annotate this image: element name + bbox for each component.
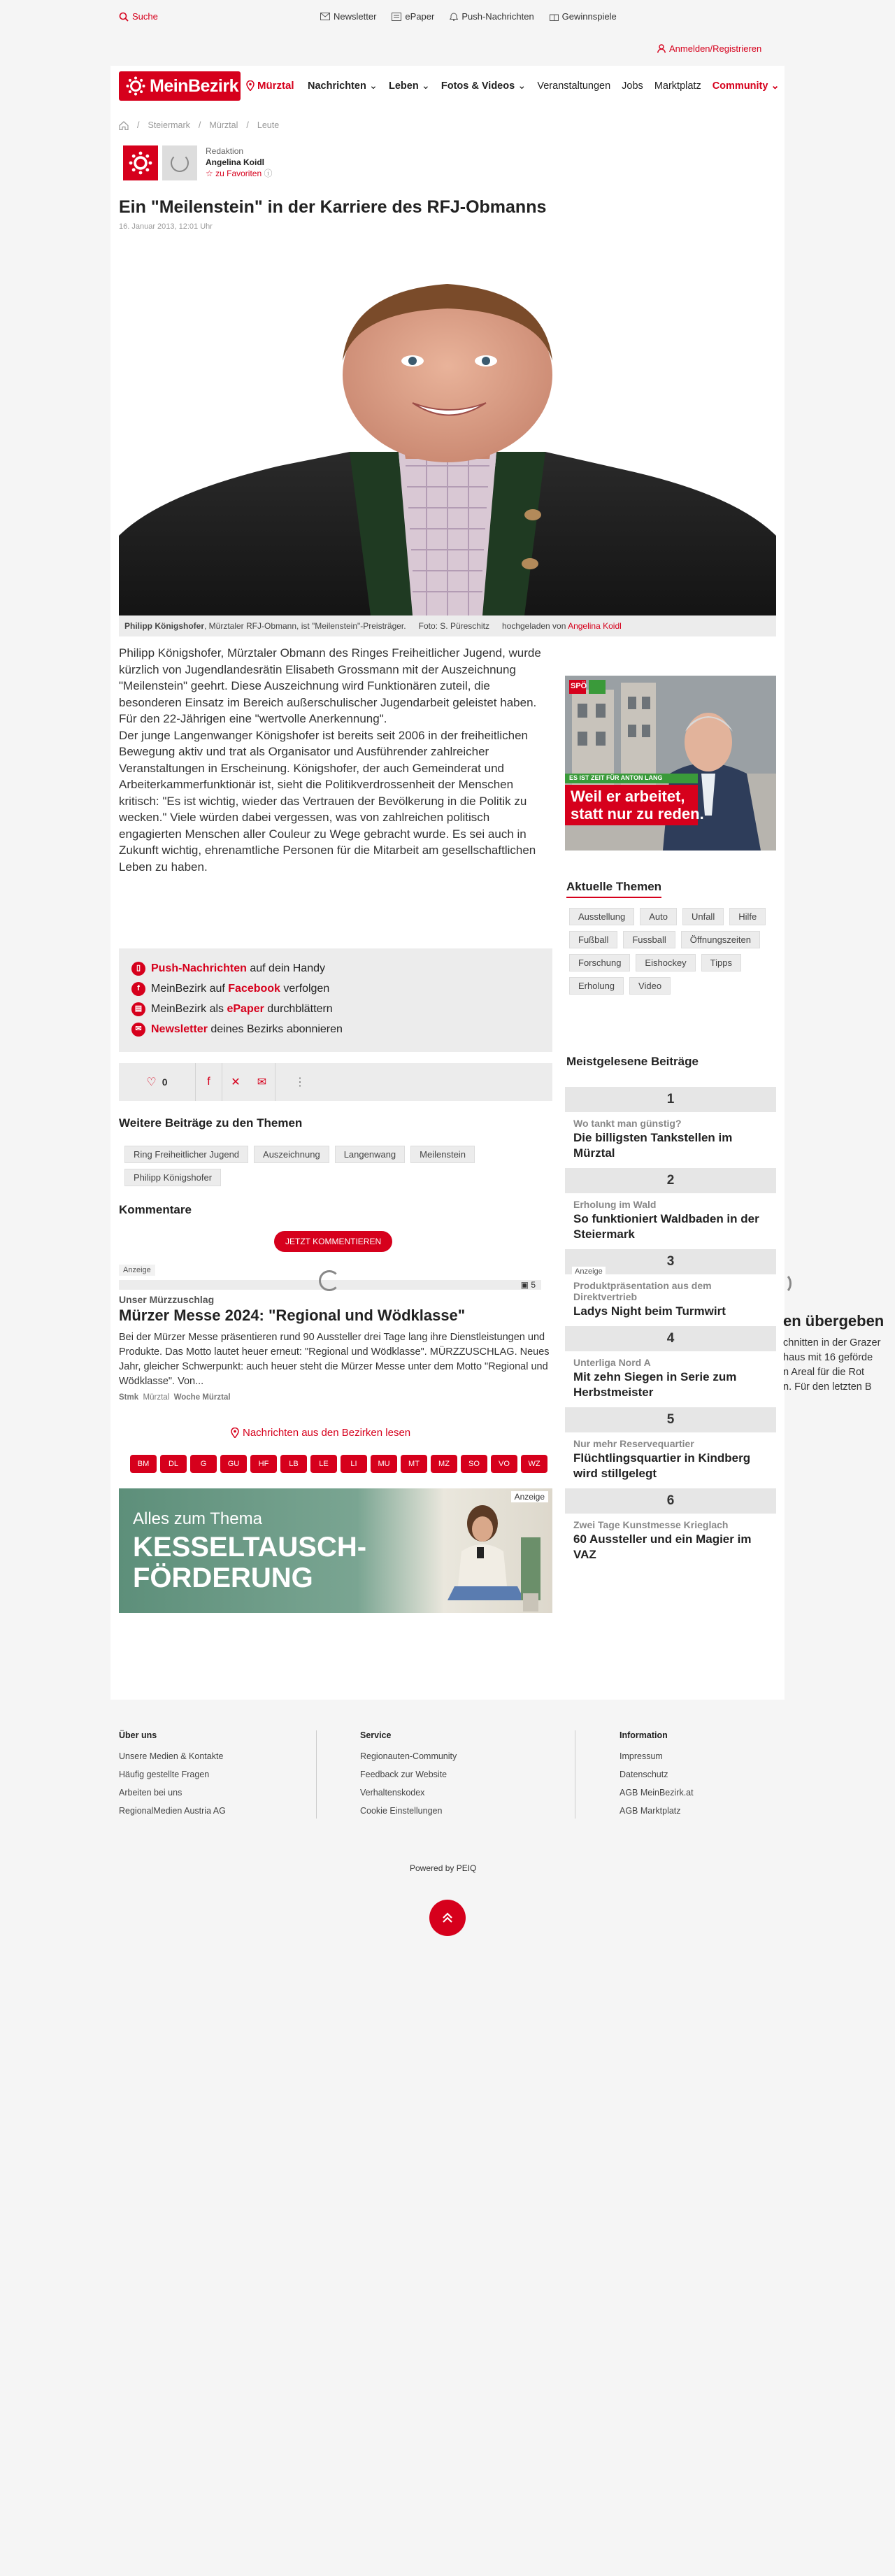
district-button[interactable]: G <box>190 1455 217 1473</box>
mail-icon: ✉ <box>131 1023 145 1037</box>
district-button[interactable]: WZ <box>521 1455 547 1473</box>
district-buttons <box>130 1455 547 1473</box>
teaser-title[interactable]: Mürzer Messe 2024: "Regional und Wödklasse" <box>119 1307 466 1324</box>
write-comment-button[interactable]: JETZT KOMMENTIEREN <box>274 1231 392 1252</box>
district-news-link[interactable]: Nachrichten aus den Bezirken lesen <box>231 1427 410 1439</box>
push-link[interactable] <box>450 11 534 22</box>
district-button[interactable]: BM <box>130 1455 157 1473</box>
footer-heading: Über uns <box>119 1730 157 1740</box>
region-selector[interactable] <box>246 80 294 92</box>
camera-icon: ▣ <box>520 1280 529 1290</box>
epaper-link[interactable] <box>392 11 434 22</box>
chevron-down-icon: ⌄ <box>368 80 378 92</box>
carousel-overflow-text: chnitten in der Grazer haus mit 16 geförde n Areal für die Rot n. Für den letzten B <box>783 1337 881 1393</box>
bell-icon <box>450 12 458 21</box>
nav-item-fotos-videos[interactable]: Fotos & Videos ⌄ <box>441 80 527 92</box>
footer-heading: Service <box>360 1730 392 1740</box>
more-vertical-icon: ⋮ <box>294 1076 306 1088</box>
footer-link[interactable]: Arbeiten bei uns <box>119 1788 182 1798</box>
topic-tag[interactable]: Auto <box>640 908 677 925</box>
push-cta[interactable]: ▯ Push-Nachrichten auf dein Handy <box>131 958 540 979</box>
teaser-region[interactable]: Unser Mürzzuschlag <box>119 1294 215 1305</box>
carousel-overflow-title: en übergeben <box>783 1312 885 1330</box>
gewinnspiele-label: Gewinnspiele <box>561 11 617 22</box>
footer-link[interactable]: AGB MeinBezirk.at <box>620 1788 694 1798</box>
author-role: Redaktion <box>206 146 244 156</box>
footer-link[interactable]: Cookie Einstellungen <box>360 1806 443 1816</box>
mostread-item[interactable]: 6 Zwei Tage Kunstmesse Krieglach 60 Aussteller und ein Magier im VAZ <box>565 1488 776 1563</box>
teaser-text: Bei der Mürzer Messe präsentieren rund 90 Aussteller drei Tage lang ihre Dienstleistungen und Produkte. Das Motto lautet heuer erneut: "Regional und Wödklasse". MÜRZZUSCHLAG. Neues Jahr, gleicher Schwerpunkt: auch heuer steht die Mürzer Messe unter dem Motto "Regional und Wödklasse". Von... <box>119 1332 550 1387</box>
aktuelle-themen-tags <box>569 908 776 995</box>
breadcrumb: / Steiermark / Mürztal / Leute <box>119 120 279 130</box>
ad-label: Anzeige <box>511 1491 548 1502</box>
breadcrumb-item-leute[interactable]: Leute <box>257 120 280 130</box>
breadcrumb-item-steiermark[interactable]: Steiermark <box>148 120 190 130</box>
footer-link[interactable]: Unsere Medien & Kontakte <box>119 1751 224 1761</box>
aktuelle-themen-heading: Aktuelle Themen <box>566 880 661 898</box>
redaktion-avatar[interactable] <box>123 145 158 180</box>
mostread-item[interactable]: 2 Erholung im Wald So funktioniert Waldbaden in der Steiermark <box>565 1168 776 1242</box>
newspaper-icon: ▤ <box>131 1002 145 1016</box>
facebook-icon: f <box>207 1076 210 1088</box>
district-button[interactable]: MT <box>401 1455 427 1473</box>
district-button[interactable]: SO <box>461 1455 487 1473</box>
footer-link[interactable]: Häufig gestellte Fragen <box>119 1770 210 1779</box>
topic-tag[interactable]: Ring Freiheitlicher Jugend <box>124 1146 248 1163</box>
add-favorite-link[interactable]: ☆ zu Favoriten ⓘ <box>206 169 273 178</box>
scroll-to-top-button[interactable] <box>429 1900 466 1936</box>
like-button[interactable] <box>119 1063 196 1101</box>
region-label: Mürztal <box>257 80 294 92</box>
district-button[interactable]: VO <box>491 1455 517 1473</box>
topic-tag[interactable]: Video <box>629 977 671 995</box>
footer-col-service <box>360 1730 457 1820</box>
photo-count: ▣ 5 <box>520 1280 536 1290</box>
facebook-icon: f <box>131 982 145 996</box>
district-button[interactable]: MZ <box>431 1455 457 1473</box>
chevron-down-icon: ⌄ <box>771 80 780 92</box>
nav-item-leben[interactable]: Leben ⌄ <box>389 80 430 92</box>
gewinnspiele-link[interactable] <box>550 11 617 22</box>
footer-col-about <box>119 1730 226 1820</box>
topic-tag[interactable]: Ausstellung <box>569 908 634 925</box>
topic-tag[interactable]: Hilfe <box>729 908 766 925</box>
heart-icon: ♡ <box>146 1076 157 1088</box>
x-share-button[interactable] <box>222 1063 249 1101</box>
mostread-item[interactable]: 4 Unterliga Nord A Mit zehn Siegen in Serie zum Herbstmeister <box>565 1326 776 1400</box>
share-bar <box>119 1063 552 1101</box>
sun-logo-icon <box>126 76 145 96</box>
topic-tag[interactable]: Tipps <box>701 954 741 972</box>
footer-heading: Information <box>620 1730 668 1740</box>
district-button[interactable]: LB <box>280 1455 307 1473</box>
breadcrumb-item-muerztal[interactable]: Mürztal <box>209 120 238 130</box>
topic-tag[interactable]: Fußball <box>569 931 617 948</box>
portrait-photo <box>119 242 776 615</box>
topic-tag[interactable]: Unfall <box>682 908 724 925</box>
newsletter-cta[interactable]: ✉ Newsletter deines Bezirks abonnieren <box>131 1019 540 1039</box>
gift-icon <box>550 12 559 21</box>
nav-menu <box>308 80 780 92</box>
newsletter-label: Newsletter <box>334 11 377 22</box>
nav-item-jobs[interactable]: Jobs <box>622 80 643 92</box>
topic-tag[interactable]: Eishockey <box>636 954 695 972</box>
sponsored-teaser <box>119 1263 552 1402</box>
ad-headline: KESSELTAUSCH- FÖRDERUNG <box>133 1532 367 1593</box>
facebook-share-button[interactable] <box>196 1063 222 1101</box>
footer <box>119 1730 776 1828</box>
info-icon[interactable]: ⓘ <box>264 169 273 178</box>
utility-bar <box>110 7 785 28</box>
footer-link[interactable]: RegionalMedien Austria AG <box>119 1806 226 1816</box>
article-body: Philipp Königshofer, Mürztaler Obmann des Ringes Freiheitlicher Jugend, wurde kürzlich von Jugendlandesrätin Elisabeth Grossmann mit der Auszeichnung "Meilenstein" geehrt. Diese Auszeichnung wird Funktionären zuteil, die besonderen Einsatz im Bereich außerschulischer Jugendarbeit geleistet haben. Für den 22-Jährigen eine "wertvolle Anerkennung". Der junge Langenwanger Königshofer ist bereits seit 2006 in der freiheitlichen Bewegung aktiv und trat als Organisator und Ausführender zahlreicher Veranstaltungen in Erscheinung. Königshofer, der auch Gemeinderat und Arbeiterkammerfunktionär ist, sieht die Politikverdrossenheit der Menschen kritisch: "Es ist wichtig, wieder das Vertrauen der Bevölkerung in die Politik zu wecken." Viele würden dabei vergessen, was von zahlreichen politisch engagierten Menschen aller Couleur zu Wege gebracht wurde. Es sei auch in Zukunft wichtig, ehrenamtliche Personen für die Mitarbeit am gesellschaftlichen Leben zu haben. <box>119 646 541 874</box>
loading-spinner-icon <box>775 1273 792 1294</box>
epaper-label: ePaper <box>405 11 435 22</box>
more-options-button[interactable] <box>275 1063 324 1101</box>
article-title: Ein "Meilenstein" in der Karriere des RFJ-Obmanns <box>119 197 547 217</box>
chevron-down-icon: ⌄ <box>517 80 527 92</box>
topic-tag[interactable]: Erholung <box>569 977 624 995</box>
image-caption <box>119 615 776 636</box>
nav-item-veranstaltungen[interactable]: Veranstaltungen <box>537 80 611 92</box>
home-icon[interactable] <box>119 121 129 130</box>
chevron-down-icon: ⌄ <box>421 80 430 92</box>
ad-stripe-text: ES IST ZEIT FÜR ANTON LANG <box>569 774 663 781</box>
main-navigation <box>119 71 780 104</box>
district-button[interactable]: LI <box>341 1455 367 1473</box>
mostread-item[interactable]: 5 Nur mehr Reservequartier Flüchtlingsquartier in Kindberg wird stillgelegt <box>565 1407 776 1481</box>
carousel-bar[interactable] <box>119 1280 541 1290</box>
location-pin-icon <box>231 1428 239 1438</box>
kesseltausch-ad-banner[interactable] <box>119 1488 552 1613</box>
topic-tag[interactable]: Öffnungszeiten <box>681 931 760 948</box>
loading-spinner-icon <box>319 1270 340 1291</box>
caption-uploaded: hochgeladen von <box>501 621 566 631</box>
topic-tag[interactable]: Meilenstein <box>410 1146 475 1163</box>
spoe-ad-image <box>565 676 776 851</box>
x-icon: ✕ <box>231 1076 241 1088</box>
mostread-item[interactable]: 3 Produktpräsentation aus dem Direktvertrieb Ladys Night beim Turmwirt <box>565 1249 776 1319</box>
subscribe-box <box>119 948 552 1052</box>
star-icon: ☆ <box>206 169 213 178</box>
ad-label: Anzeige <box>572 1267 606 1276</box>
footer-link[interactable]: Impressum <box>620 1751 663 1761</box>
mostread-list <box>565 1087 776 1570</box>
footer-col-information <box>620 1730 694 1820</box>
caption-text: , Mürztaler RFJ-Obmann, ist "Meilenstein"-Preisträger. <box>204 621 406 631</box>
nav-item-marktplatz[interactable]: Marktplatz <box>654 80 701 92</box>
footer-link[interactable]: AGB Marktplatz <box>620 1806 681 1816</box>
footer-link[interactable]: Datenschutz <box>620 1770 668 1779</box>
caption-photo-credit: Foto: S. Püreschitz <box>418 621 489 631</box>
mail-icon <box>320 13 330 20</box>
phone-icon: ▯ <box>131 962 145 976</box>
author-avatar[interactable] <box>162 145 197 180</box>
spoe-sidebar-ad[interactable] <box>565 676 776 851</box>
spoe-logo-text: SPÖ <box>571 682 587 690</box>
newsletter-link[interactable] <box>320 11 376 22</box>
caption-name: Philipp Königshofer <box>124 621 204 631</box>
user-icon <box>657 44 666 53</box>
footer-divider <box>316 1730 317 1819</box>
nav-item-community[interactable]: Community ⌄ <box>712 80 780 92</box>
nav-item-nachrichten[interactable]: Nachrichten ⌄ <box>308 80 378 92</box>
login-label: Anmelden/Registrieren <box>669 43 762 54</box>
search-link[interactable] <box>119 11 158 22</box>
ad-subtitle: Alles zum Thema <box>133 1509 262 1528</box>
footer-link[interactable]: Feedback zur Website <box>360 1770 448 1779</box>
footer-link[interactable]: Verhaltenskodex <box>360 1788 425 1798</box>
ad-claim: Weil er arbeitet, statt nur zu reden. <box>571 788 704 823</box>
meinbezirk-logo[interactable] <box>119 71 241 101</box>
loading-spinner-icon <box>171 154 189 172</box>
double-chevron-up-icon <box>441 1911 454 1925</box>
mostread-item[interactable]: 1 Wo tankt man günstig? Die billigsten Tankstellen im Mürztal <box>565 1087 776 1161</box>
teaser-tags: Stmk Mürztal Woche Mürztal <box>119 1393 231 1402</box>
sun-logo-icon <box>129 151 152 175</box>
district-button[interactable]: HF <box>250 1455 277 1473</box>
topic-tags <box>124 1146 551 1186</box>
caption-uploader-link[interactable]: Angelina Koidl <box>568 621 622 631</box>
search-label: Suche <box>132 11 158 22</box>
topic-tag[interactable]: Langenwang <box>335 1146 405 1163</box>
more-topics-heading: Weitere Beiträge zu den Themen <box>119 1116 303 1130</box>
district-button[interactable]: GU <box>220 1455 247 1473</box>
topic-tag[interactable]: Forschung <box>569 954 630 972</box>
email-share-button[interactable] <box>249 1063 275 1101</box>
comments-heading: Kommentare <box>119 1203 192 1216</box>
login-link[interactable] <box>657 43 761 54</box>
logo-text: MeinBezirk <box>150 76 238 96</box>
author-name[interactable]: Angelina Koidl <box>206 157 264 167</box>
article-hero-image[interactable] <box>119 242 776 615</box>
district-button[interactable]: LE <box>310 1455 337 1473</box>
topic-tag[interactable]: Fussball <box>623 931 675 948</box>
district-button[interactable]: MU <box>371 1455 397 1473</box>
mostread-heading: Meistgelesene Beiträge <box>566 1055 699 1068</box>
like-count: 0 <box>162 1076 168 1088</box>
district-button[interactable]: DL <box>160 1455 187 1473</box>
article-date: 16. Januar 2013, 12:01 Uhr <box>119 222 213 231</box>
search-icon <box>119 12 129 22</box>
facebook-cta[interactable]: f MeinBezirk auf Facebook verfolgen <box>131 979 540 999</box>
location-pin-icon <box>246 80 255 91</box>
ad-label: Anzeige <box>119 1265 155 1276</box>
topic-tag[interactable]: Philipp Königshofer <box>124 1169 221 1186</box>
epaper-cta[interactable]: ▤ MeinBezirk als ePaper durchblättern <box>131 999 540 1019</box>
author-box <box>123 145 273 180</box>
powered-by: Powered by PEIQ <box>410 1863 477 1873</box>
newspaper-icon <box>392 13 401 21</box>
footer-link[interactable]: Regionauten-Community <box>360 1751 457 1761</box>
topic-tag[interactable]: Auszeichnung <box>254 1146 329 1163</box>
push-label: Push-Nachrichten <box>461 11 534 22</box>
mail-icon: ✉ <box>257 1076 267 1088</box>
woman-phone-illustration <box>434 1495 545 1613</box>
